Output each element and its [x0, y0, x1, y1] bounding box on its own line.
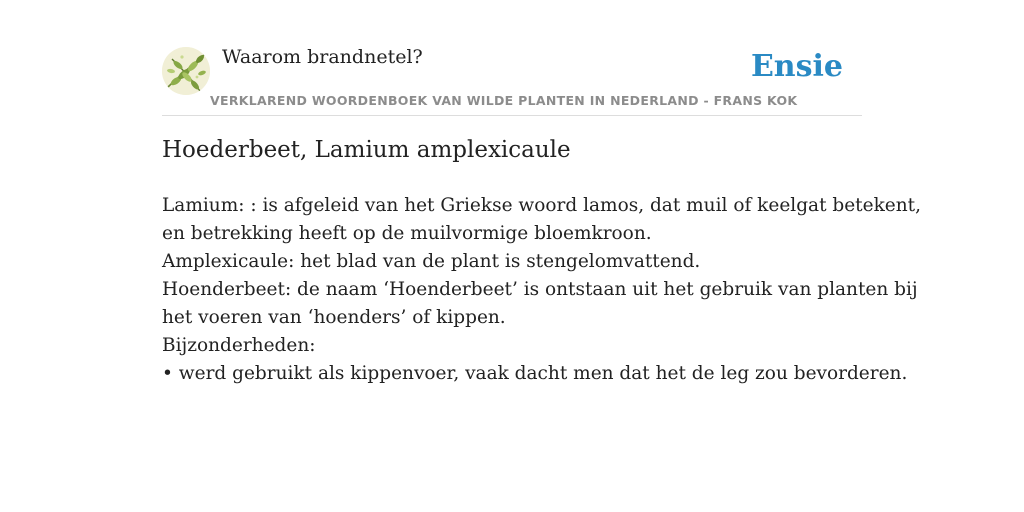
entry-line: het voeren van ‘hoenders’ of kippen. — [162, 307, 506, 328]
entry-line: en betrekking heeft op de muilvormige bloemkroon. — [162, 223, 652, 244]
entry-line: Lamium: : is afgeleid van het Griekse woord lamos, dat muil of keelgat betekent, — [162, 195, 921, 216]
entry-line: Amplexicaule: het blad van de plant is stengelomvattend. — [162, 251, 701, 272]
plant-illustration-icon[interactable] — [162, 47, 210, 95]
source-title-link[interactable]: Waarom brandnetel? — [222, 46, 423, 68]
entry-line: Bijzonderheden: — [162, 335, 316, 356]
source-header — [162, 44, 862, 116]
source-subtitle: VERKLAREND WOORDENBOEK VAN WILDE PLANTEN IN NEDERLAND - FRANS KOK — [210, 93, 798, 108]
ensie-logo-link[interactable]: Ensie — [750, 49, 843, 84]
entry-line: • werd gebruikt als kippenvoer, vaak dacht men dat het de leg zou bevorderen. — [162, 363, 908, 384]
entry-line: Hoenderbeet: de naam ‘Hoenderbeet’ is ontstaan uit het gebruik van planten bij — [162, 279, 918, 300]
entry-body — [162, 192, 921, 388]
entry-title: Hoederbeet, Lamium amplexicaule — [162, 137, 571, 163]
